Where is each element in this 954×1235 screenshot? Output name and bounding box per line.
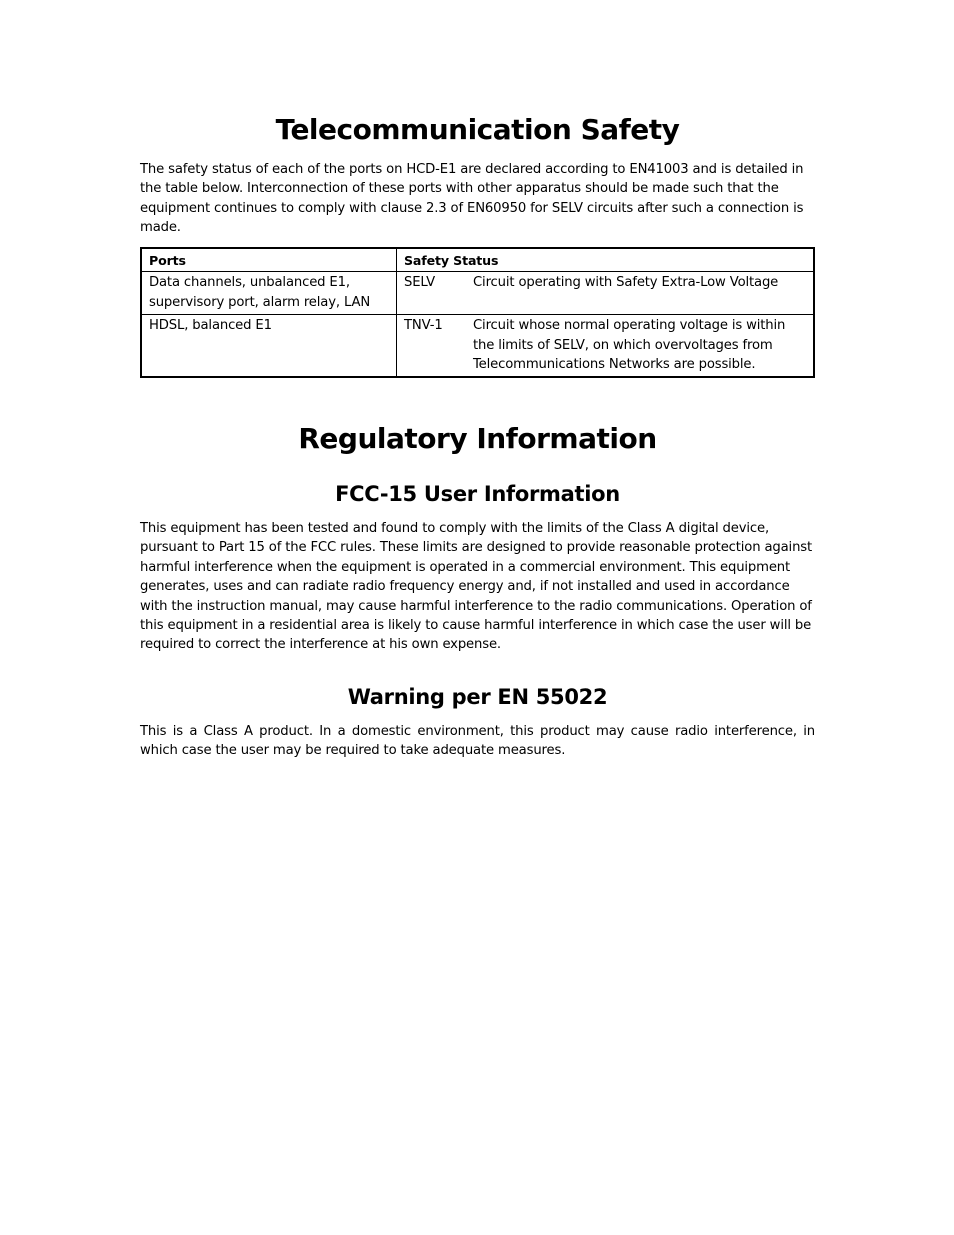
table-row bbox=[141, 315, 814, 378]
safety-code: TNV-1 bbox=[404, 318, 443, 334]
safety-description: Circuit operating with Safety Extra-Low Voltage bbox=[473, 275, 779, 291]
section-title-regulatory-information: Regulatory Information bbox=[298, 422, 657, 455]
fcc-paragraph: This equipment has been tested and found to comply with the limits of the Class A digital device, pursuant to Part 15 of the FCC rules. These limits are designed to provide reasonable protection against harmful interference when the equipment is operated in a commercial environment. This equipment generates, uses and can radiate radio frequency energy and, if not installed and used in accordance with the instruction manual, may cause harmful interference to the radio communications. Operation of this equipment in a residential area is likely to cause harmful interference in which case the user will be required to correct the interference at his own expense. bbox=[140, 521, 813, 653]
section-title-telecommunication-safety: Telecommunication Safety bbox=[275, 113, 680, 146]
port-safety-table bbox=[140, 247, 815, 378]
table-header-row bbox=[141, 248, 814, 272]
warning-paragraph: This is a Class A product. In a domestic environment, this product may cause radio interference, in which case the user may be required to take adequate measures. bbox=[140, 724, 815, 759]
table-row bbox=[141, 272, 814, 315]
subsection-title-fcc-15: FCC-15 User Information bbox=[335, 482, 620, 506]
safety-description: Circuit whose normal operating voltage is within the limits of SELV, on which overvoltages from Telecommunications Networks are possible. bbox=[473, 318, 786, 373]
header-safety-status: Safety Status bbox=[397, 248, 815, 272]
header-ports: Ports bbox=[141, 248, 397, 272]
cell-safety-status bbox=[397, 272, 815, 315]
cell-safety-status bbox=[397, 315, 815, 378]
subsection-title-warning-en55022: Warning per EN 55022 bbox=[347, 685, 608, 709]
cell-ports: HDSL, balanced E1 bbox=[141, 315, 397, 378]
telecom-safety-paragraph: The safety status of each of the ports on HCD-E1 are declared according to EN41003 and is detailed in the table below. Interconnection of these ports with other apparatus should be made such that the equipment continues to comply with clause 2.3 of EN60950 for SELV circuits after such a connection is made. bbox=[140, 162, 804, 236]
safety-code: SELV bbox=[404, 275, 436, 291]
cell-ports: Data channels, unbalanced E1, supervisory port, alarm relay, LAN bbox=[141, 272, 397, 315]
